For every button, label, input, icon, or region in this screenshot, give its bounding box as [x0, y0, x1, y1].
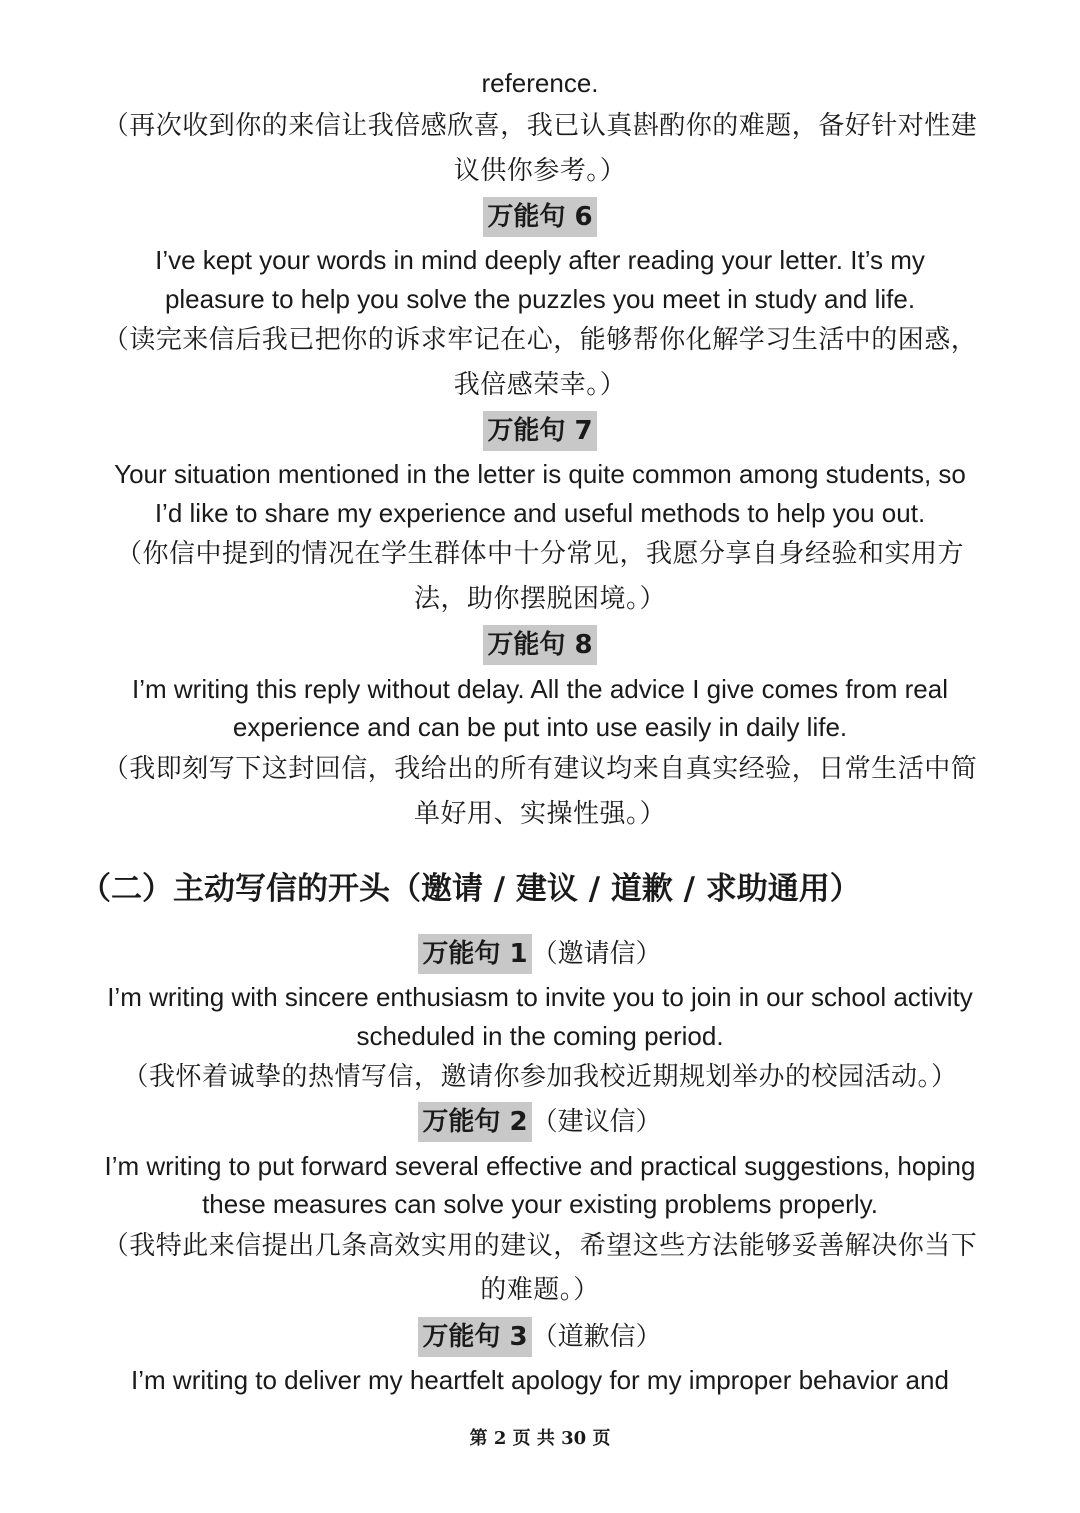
sentence-heading-2 — [40, 1099, 1040, 1143]
sentence-note: （建议信） — [531, 1107, 662, 1137]
text-line: I’ve kept your words in mind deeply after reading your letter. It’s my — [155, 245, 925, 275]
sentence-label: 万能句 2 — [418, 1102, 531, 1142]
text-line: I’m writing to put forward several effective and practical suggestions, hoping — [104, 1151, 976, 1181]
text-line-zh: 的难题。） — [480, 1275, 600, 1305]
sentence-label: 万能句 1 — [418, 934, 531, 974]
text-line-zh: （我特此来信提出几条高效实用的建议，希望这些方法能够妥善解决你当下 — [102, 1231, 978, 1261]
text-line-zh: 单好用、实操性强。） — [413, 799, 666, 829]
text-line-zh: 我倍感荣幸。） — [453, 370, 627, 400]
sentence-heading-3 — [40, 1314, 1040, 1358]
sentence-label: 万能句 8 — [483, 625, 596, 665]
text-line: scheduled in the coming period. — [356, 1021, 724, 1051]
text-line: reference. — [481, 68, 599, 98]
text-line-zh: （我即刻写下这封回信，我给出的所有建议均来自真实经验，日常生活中简 — [102, 754, 978, 784]
text-line: I’m writing to deliver my heartfelt apology for my improper behavior and — [131, 1365, 949, 1395]
sentence-heading-7 — [40, 408, 1040, 452]
page-number: 第 2 页 共 30 页 — [469, 1428, 611, 1449]
text-line-zh: （你信中提到的情况在学生群体中十分常见，我愿分享自身经验和实用方 — [115, 539, 964, 569]
sentence-note: （邀请信） — [531, 939, 662, 969]
text-line: I’m writing with sincere enthusiasm to invite you to join in our school activity — [107, 982, 973, 1012]
sentence-heading-8 — [40, 622, 1040, 666]
text-line: these measures can solve your existing problems properly. — [202, 1189, 878, 1219]
text-line: Your situation mentioned in the letter is quite common among students, so — [114, 459, 966, 489]
sentence-heading-1 — [40, 931, 1040, 975]
sentence-label: 万能句 3 — [418, 1317, 531, 1357]
sentence-label: 万能句 7 — [483, 411, 596, 451]
sentence-label: 万能句 6 — [483, 197, 596, 237]
text-line-zh: （我怀着诚挚的热情写信，邀请你参加我校近期规划举办的校园活动。） — [122, 1062, 958, 1092]
text-line: pleasure to help you solve the puzzles you meet in study and life. — [164, 284, 916, 314]
text-line-zh: （读完来信后我已把你的诉求牢记在心，能够帮你化解学习生活中的困惑， — [102, 325, 978, 355]
sentence-note: （道歉信） — [531, 1322, 662, 1352]
text-line-zh: 议供你参考。） — [453, 156, 627, 186]
section-heading: （二）主动写信的开头（邀请 / 建议 / 道歉 / 求助通用） — [80, 871, 861, 907]
sentence-heading-6 — [40, 194, 1040, 238]
text-line: experience and can be put into use easily in daily life. — [232, 712, 848, 742]
text-line-zh: 法，助你摆脱困境。） — [413, 584, 666, 614]
text-line-zh: （再次收到你的来信让我倍感欣喜，我已认真斟酌你的难题，备好针对性建 — [102, 111, 978, 141]
text-line: I’m writing this reply without delay. All the advice I give comes from real — [132, 674, 948, 704]
text-line: I’d like to share my experience and useful methods to help you out. — [154, 498, 926, 528]
